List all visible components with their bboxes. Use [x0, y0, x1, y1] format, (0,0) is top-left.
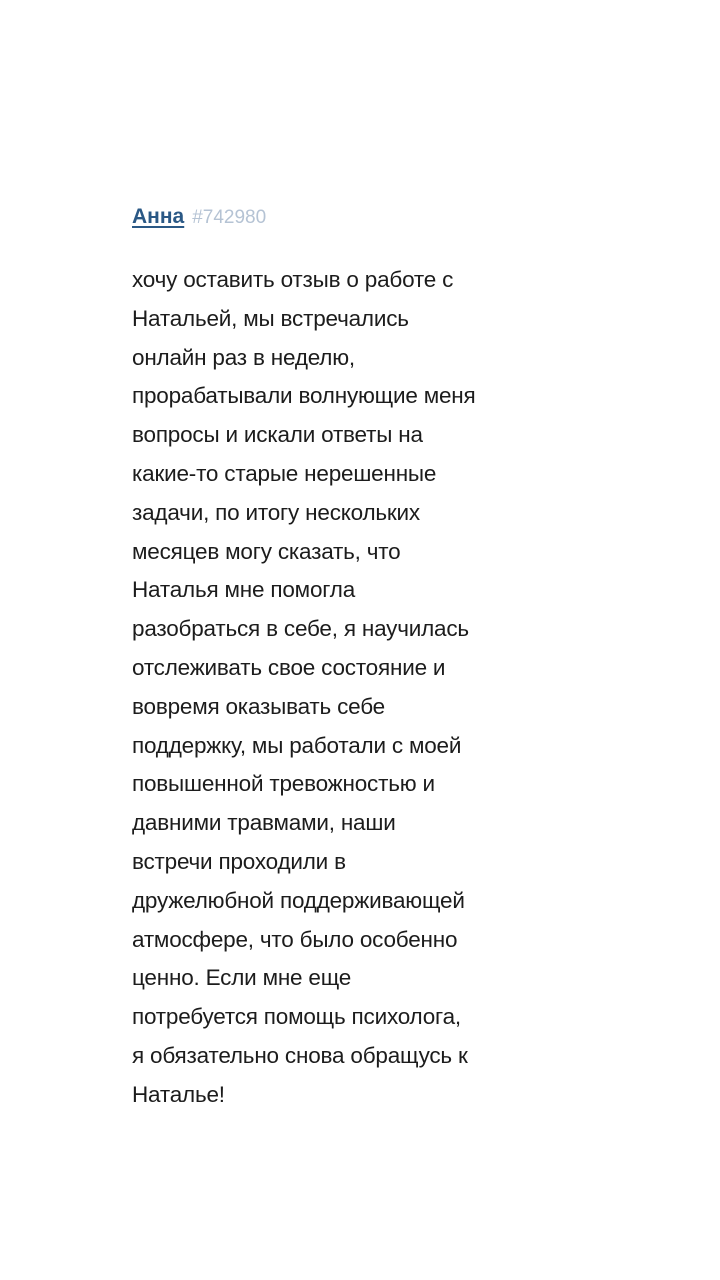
review-text-line: поддержку, мы работали с моей [132, 732, 462, 758]
review-text-line: дружелюбной поддерживающей [132, 887, 465, 913]
review-text-line: разобраться в себе, я научилась [132, 616, 469, 642]
review-text-line: задачи, по итогу нескольких [132, 499, 420, 525]
post-id-link[interactable]: #742980 [192, 207, 267, 228]
review-text-line: потребуется помощь психолога, [132, 1004, 461, 1030]
review-text-line: прорабатывали волнующие меня [132, 383, 476, 409]
review-text-line: хочу оставить отзыв о работе с [132, 267, 454, 292]
review-text-line: месяцев могу сказать, что [132, 538, 401, 564]
review-text-line: какие-то старые нерешенные [132, 460, 437, 486]
review-text-line: вовремя оказывать себе [132, 693, 385, 719]
review-text-line: Наталья мне помогла [132, 577, 356, 603]
review-text-line: давними травмами, наши [132, 810, 396, 836]
review-text-line: встречи проходили в [132, 848, 346, 874]
post-header [132, 205, 612, 237]
review-text-line: онлайн раз в неделю, [132, 344, 355, 370]
review-text-line: ценно. Если мне еще [132, 965, 352, 991]
review-text [132, 261, 612, 1115]
review-text-line: Наталье! [132, 1081, 225, 1107]
review-post [132, 205, 612, 1115]
author-name-link[interactable]: Анна [132, 205, 185, 228]
review-text-line: повышенной тревожностью и [132, 771, 435, 797]
review-text-line: Натальей, мы встречались [132, 305, 409, 331]
review-text-line: атмосфере, что было особенно [132, 926, 458, 952]
review-text-line: я обязательно снова обращусь к [132, 1042, 468, 1068]
review-text-line: отслеживать свое состояние и [132, 654, 446, 680]
review-text-line: вопросы и искали ответы на [132, 422, 423, 448]
